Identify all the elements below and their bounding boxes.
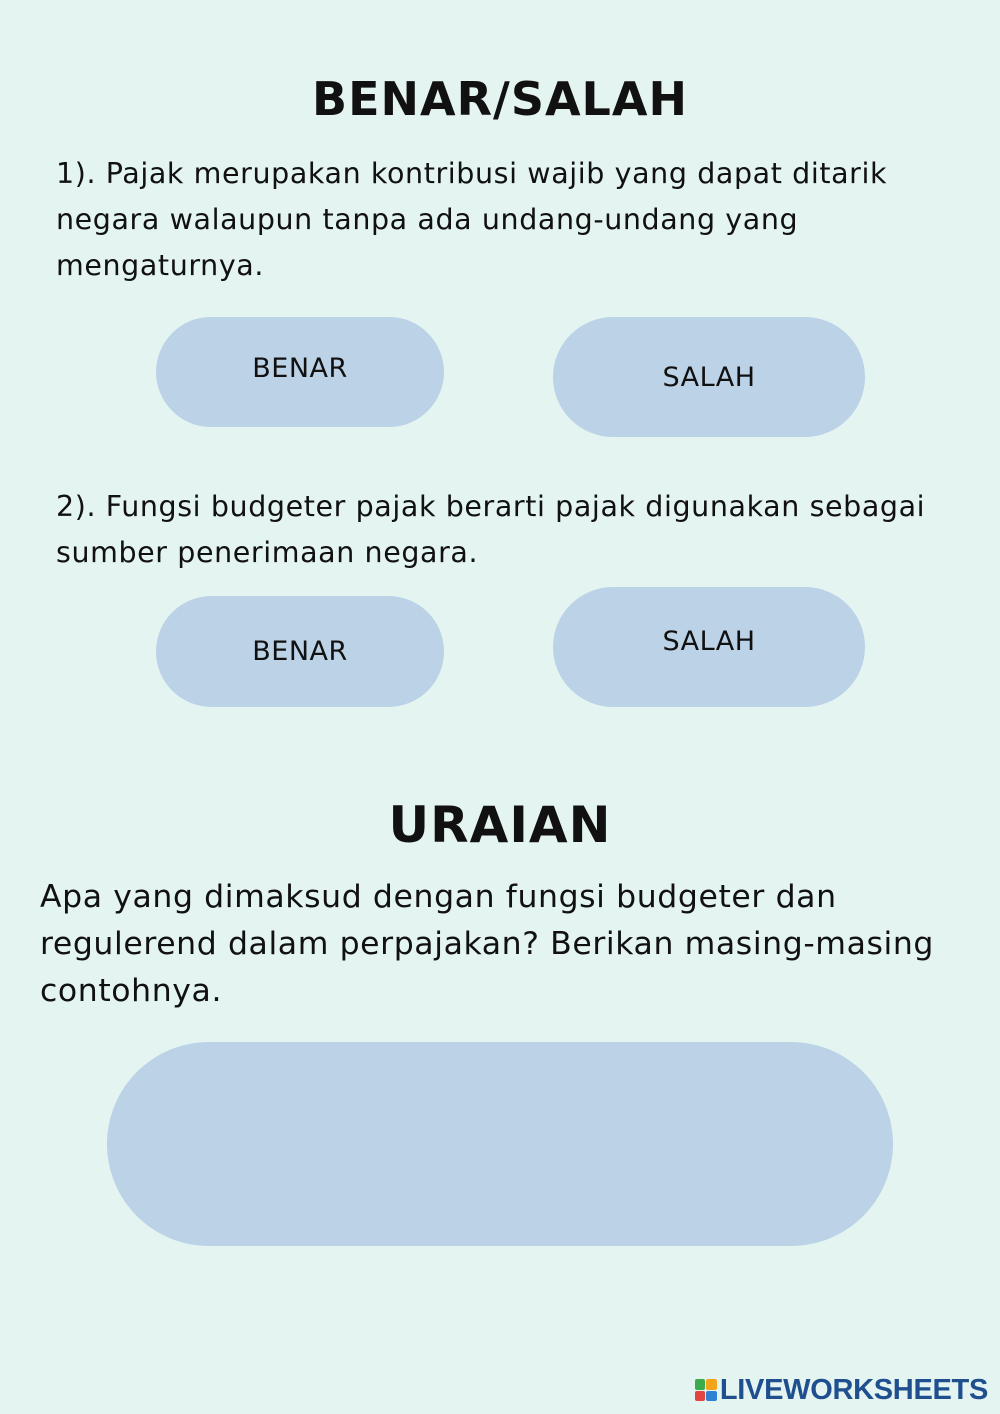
true-false-section-title: BENAR/SALAH [312, 72, 688, 126]
question-2-benar-button[interactable]: BENAR [156, 596, 444, 707]
liveworksheets-brand [695, 1373, 988, 1407]
question-1-salah-button[interactable]: SALAH [553, 317, 865, 437]
logo-square-red [695, 1391, 706, 1402]
liveworksheets-wordmark: LIVEWORKSHEETS [719, 1373, 988, 1406]
question-1-benar-button[interactable]: BENAR [156, 317, 444, 427]
question-2-text: 2). Fungsi budgeter pajak berarti pajak digunakan sebagai sumber penerimaan negara. [56, 490, 926, 569]
liveworksheets-logo-icon [695, 1379, 717, 1401]
question-1-text: 1). Pajak merupakan kontribusi wajib yang dapat ditarik negara walaupun tanpa ada undang-undang yang mengaturnya. [56, 157, 888, 282]
logo-square-orange [706, 1379, 717, 1390]
logo-square-green [695, 1379, 706, 1390]
essay-answer-field[interactable] [107, 1042, 893, 1246]
logo-square-blue [706, 1391, 717, 1402]
question-2-salah-button[interactable]: SALAH [553, 587, 865, 707]
essay-question-text: Apa yang dimaksud dengan fungsi budgeter dan regulerend dalam perpajakan? Berikan masing-masing contohnya. [40, 879, 935, 1009]
essay-section-title: URAIAN [388, 796, 612, 854]
